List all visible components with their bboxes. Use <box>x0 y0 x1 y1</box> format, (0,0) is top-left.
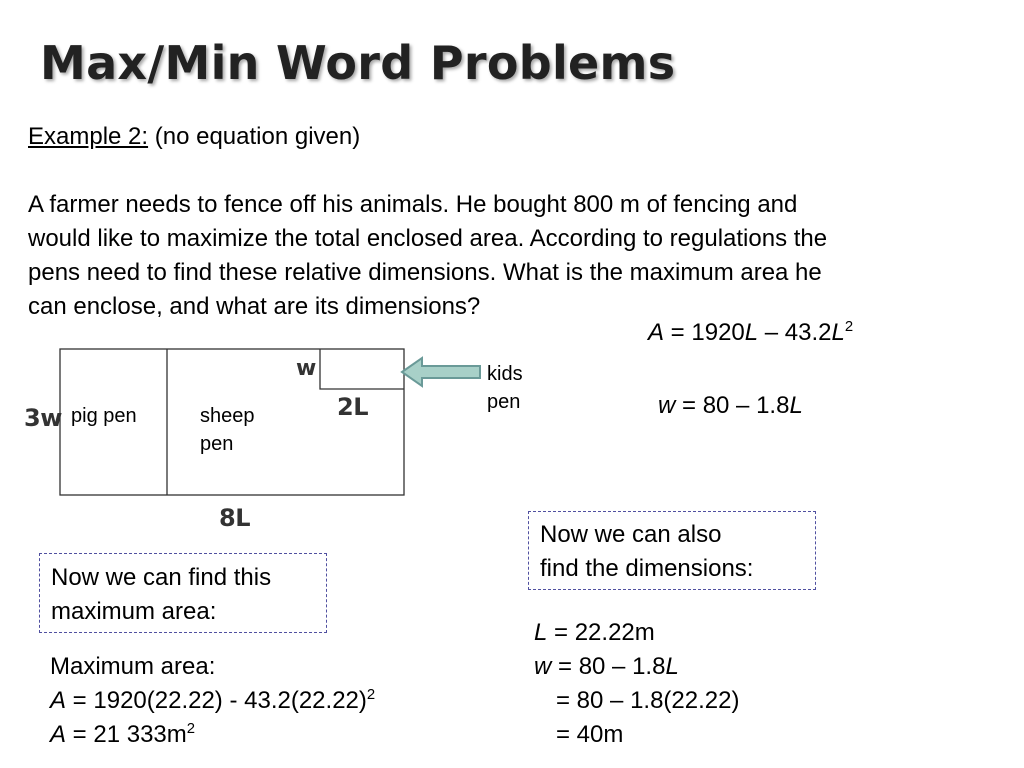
max-area-working <box>50 650 375 752</box>
problem-line: can enclose, and what are its dimensions? <box>28 293 481 320</box>
arrow-icon <box>402 358 480 386</box>
max-area-result-exponent: 2 <box>186 721 196 737</box>
example-note: (no equation given) <box>154 123 361 150</box>
dimensions-callout <box>528 511 816 590</box>
dimensions-working <box>534 616 739 752</box>
sheep-pen-line: pen <box>200 433 234 455</box>
max-area-callout <box>39 553 327 633</box>
area-l2-var: L <box>831 319 845 346</box>
w-var: w <box>658 392 676 419</box>
w-l-var: L <box>665 653 679 680</box>
area-l-var: L <box>744 319 759 346</box>
two-l-label: 2L <box>337 393 368 421</box>
a-var: A <box>50 721 67 748</box>
pig-pen-label: pig pen <box>71 405 137 427</box>
callout-line: Now we can find this <box>51 564 272 591</box>
w-formula-line <box>534 650 739 684</box>
max-area-result: = 21 333m <box>66 721 187 748</box>
area-minus-text: – 43.2 <box>758 319 832 346</box>
kids-pen-box <box>320 349 404 389</box>
problem-line: A farmer needs to fence off his animals. He bought 800 m of fencing and <box>28 191 798 218</box>
kids-pen-line: pen <box>487 391 521 413</box>
area-var: A <box>648 319 665 346</box>
area-eq-text: = 1920 <box>664 319 745 346</box>
w-formula: = 80 – 1.8 <box>551 653 666 680</box>
kids-pen-line: kids <box>487 363 523 385</box>
callout-line: maximum area: <box>51 598 217 625</box>
max-area-exponent: 2 <box>366 687 376 703</box>
sheep-pen-line: sheep <box>200 405 255 427</box>
three-w-label: 3w <box>24 404 62 432</box>
l-value: = 22.22m <box>547 619 655 646</box>
max-area-heading: Maximum area: <box>50 653 216 680</box>
w-l-var: L <box>789 392 803 419</box>
problem-line: would like to maximize the total enclosed area. According to regulations the <box>28 225 828 252</box>
sheep-pen-label <box>200 402 255 458</box>
w-step-1: = 80 – 1.8(22.22) <box>556 687 740 714</box>
a-var: A <box>50 687 67 714</box>
l-var: L <box>534 619 548 646</box>
example-label: Example 2: <box>28 123 149 150</box>
w-step-2: = 40m <box>556 721 624 748</box>
area-exponent: 2 <box>844 319 854 335</box>
w-var: w <box>534 653 552 680</box>
max-area-line-1 <box>50 684 375 718</box>
eight-l-label: 8L <box>219 504 250 532</box>
l-value-line <box>534 616 739 650</box>
problem-line: pens need to find these relative dimensions. What is the maximum area he <box>28 259 822 286</box>
w-eq-text: = 80 – 1.8 <box>675 392 790 419</box>
kids-pen-label <box>487 360 523 416</box>
max-area-line-2 <box>50 718 375 752</box>
max-area-expr: = 1920(22.22) - 43.2(22.22) <box>66 687 367 714</box>
callout-line: Now we can also <box>540 521 722 548</box>
page-title: Max/Min Word Problems <box>40 36 676 90</box>
callout-line: find the dimensions: <box>540 555 754 582</box>
w-label: w <box>296 356 316 381</box>
